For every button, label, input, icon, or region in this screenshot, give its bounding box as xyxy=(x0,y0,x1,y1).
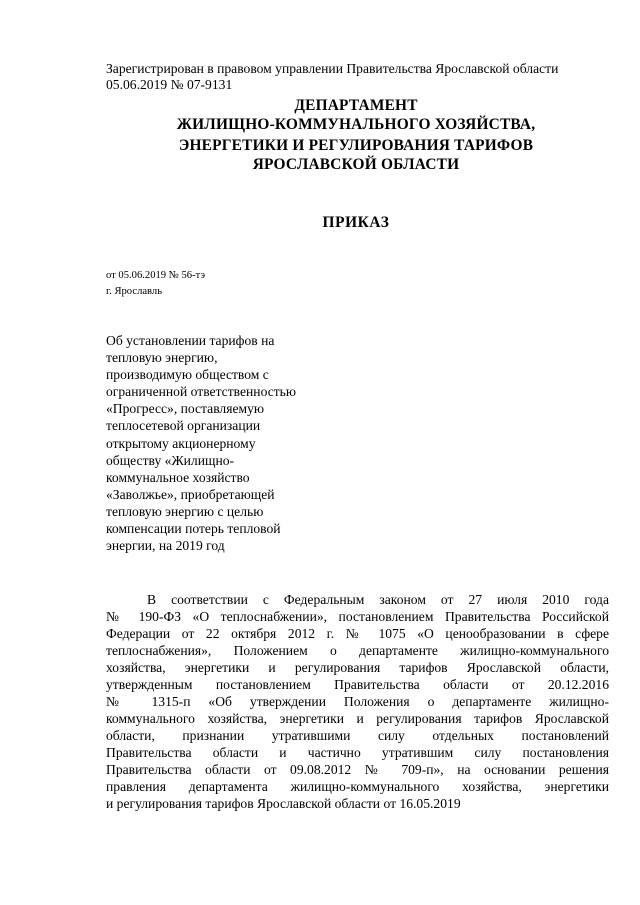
subject-line: тепловую энергию с целью xyxy=(106,504,264,519)
subject-line: ограниченной ответственностью xyxy=(106,384,297,399)
body-line: коммунального хозяйства, энергетики и регулирования тарифов Ярославской xyxy=(106,711,609,726)
subject-line: производимую обществом с xyxy=(106,367,269,382)
department-heading: ДЕПАРТАМЕНТ xyxy=(294,97,418,114)
body-line: хозяйства, энергетики и регулирования тарифов Ярославской области, xyxy=(106,660,609,675)
document-title: ПРИКАЗ xyxy=(322,214,390,231)
subject-line: тепловую энергию, xyxy=(106,350,218,365)
body-line: Федерации от 22 октября 2012 г. № 1075 «О ценообразовании в сфере xyxy=(106,626,609,641)
subject-line: Об установлении тарифов на xyxy=(106,333,275,348)
department-heading: ЭНЕРГЕТИКИ И РЕГУЛИРОВАНИЯ ТАРИФОВ xyxy=(178,137,534,154)
body-line: и регулирования тарифов Ярославской области от 16.05.2019 xyxy=(106,796,461,811)
body-line: Правительства области от 09.08.2012 № 709-п», на основании решения xyxy=(106,762,609,777)
body-line: № 190-ФЗ «О теплоснабжении», постановлением Правительства Российской xyxy=(106,609,609,624)
body-line: области, признании утратившими силу отдельных постановлений xyxy=(106,728,609,743)
body-line: утвержденным постановлением Правительства области от 20.12.2016 xyxy=(106,677,609,692)
subject-line: компенсации потерь тепловой xyxy=(106,521,281,536)
body-line: Правительства области и частично утратившим силу постановления xyxy=(106,745,609,760)
city: г. Ярославль xyxy=(106,286,163,297)
subject-line: энергии, на 2019 год xyxy=(106,538,225,553)
registration-line: Зарегистрирован в правовом управлении Правительства Ярославской области xyxy=(106,61,559,76)
subject-line: обществу «Жилищно- xyxy=(106,453,235,468)
body-line: № 1315-п «Об утверждении Положения о департаменте жилищно- xyxy=(106,694,609,709)
department-heading: ЯРОСЛАВСКОЙ ОБЛАСТИ xyxy=(252,156,460,173)
body-line: В соответствии с Федеральным законом от 27 июля 2010 года xyxy=(147,592,609,607)
department-heading: ЖИЛИЩНО-КОММУНАЛЬНОГО ХОЗЯЙСТВА, xyxy=(176,116,536,133)
subject-line: коммунальное хозяйство xyxy=(106,470,250,485)
body-line: правления департамента жилищно-коммунального хозяйства, энергетики xyxy=(106,779,609,794)
registration-line: 05.06.2019 № 07-9131 xyxy=(106,77,233,92)
subject-line: «Прогресс», поставляемую xyxy=(106,401,265,416)
body-line: теплоснабжения», Положением о департаменте жилищно-коммунального xyxy=(106,643,609,658)
subject-line: теплосетевой организации xyxy=(106,418,261,433)
subject-line: открытому акционерному xyxy=(106,436,256,451)
order-number: от 05.06.2019 № 56-тэ xyxy=(106,270,206,281)
subject-line: «Заволжье», приобретающей xyxy=(106,487,275,502)
